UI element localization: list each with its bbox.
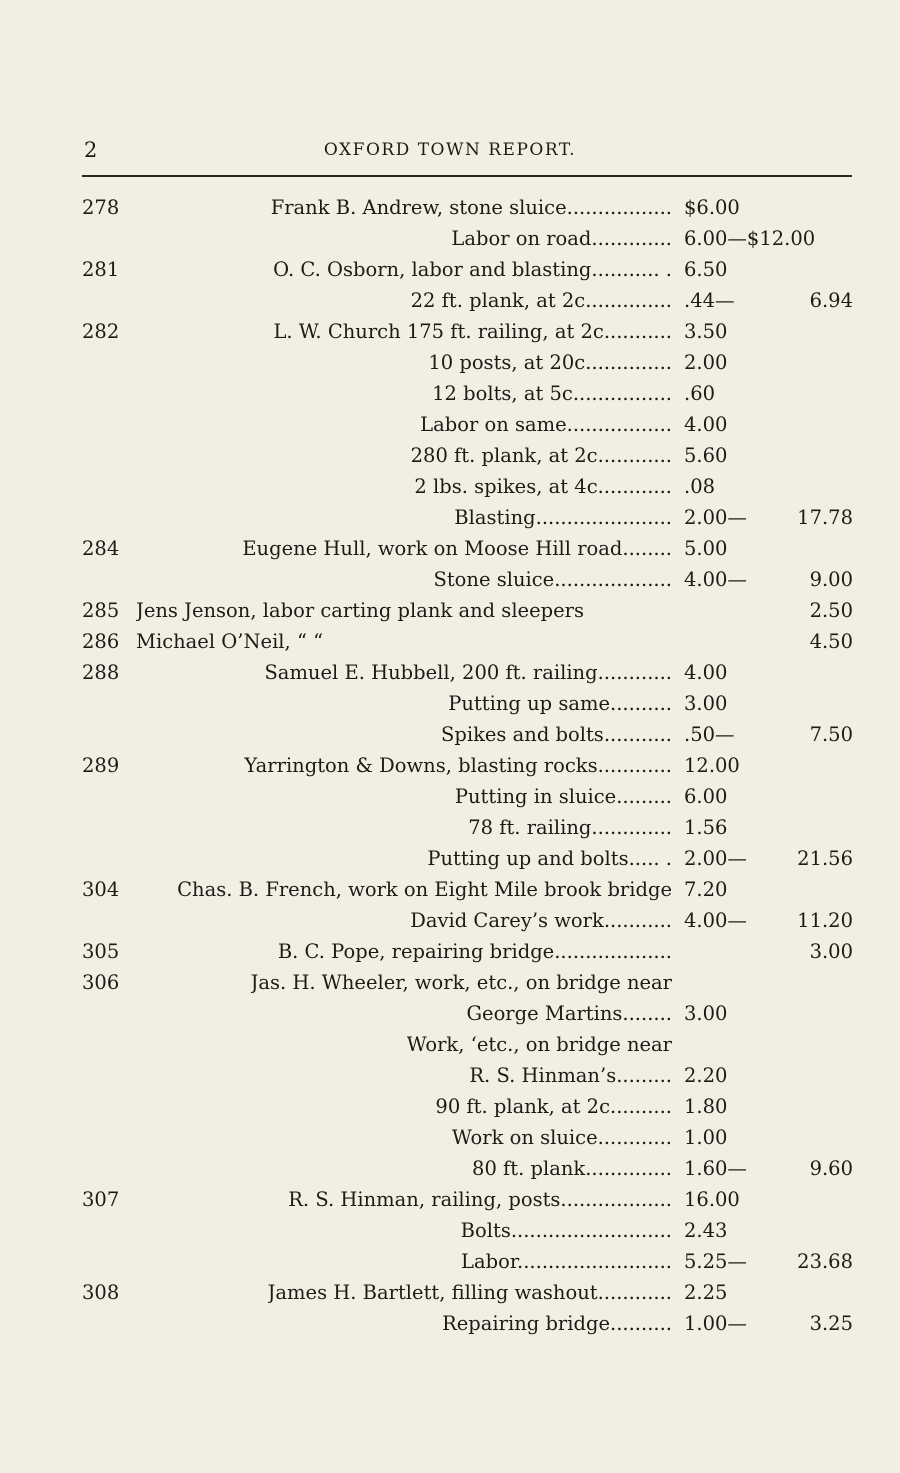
item-description — [136, 595, 584, 626]
item-text: Putting up and bolts — [427, 847, 629, 870]
item-text: O. C. Osborn, labor and blasting — [273, 258, 592, 281]
item-description — [288, 1184, 672, 1215]
ledger-row — [0, 285, 900, 316]
item-text: Repairing bridge — [442, 1312, 610, 1335]
item-amount: 2.25 — [684, 1281, 728, 1304]
item-amount: 2.00— — [684, 847, 747, 870]
item-description — [454, 502, 672, 533]
dot-leader: ......... — [616, 1064, 672, 1087]
item-text: Labor — [461, 1250, 518, 1273]
item-text: David Carey’s work — [410, 909, 604, 932]
dot-leader: ......................... — [517, 1250, 672, 1273]
item-text: 78 ft. railing — [468, 816, 592, 839]
item-text: Bolts — [460, 1219, 511, 1242]
ledger-row — [0, 1029, 900, 1060]
item-text: 12 bolts, at 5c — [432, 382, 573, 405]
item-total: 9.00 — [809, 568, 853, 591]
dot-leader: ................... — [554, 568, 672, 591]
item-text: Spikes and bolts — [441, 723, 604, 746]
item-description — [411, 440, 672, 471]
ledger-row — [0, 192, 900, 223]
item-description — [433, 564, 672, 595]
item-text: Yarrington & Downs, blasting rocks — [244, 754, 598, 777]
voucher-number: 304 — [82, 878, 120, 901]
ledger-row — [0, 1246, 900, 1277]
item-description — [273, 316, 672, 347]
item-description — [472, 1153, 672, 1184]
voucher-number: 281 — [82, 258, 120, 281]
item-text: 90 ft. plank, at 2c — [435, 1095, 610, 1118]
item-text: Samuel E. Hubbell, 200 ft. railing — [264, 661, 598, 684]
item-description — [461, 1215, 672, 1246]
ledger-row — [0, 564, 900, 595]
ledger-row — [0, 781, 900, 812]
ledger-row — [0, 378, 900, 409]
item-total: 3.25 — [809, 1312, 853, 1335]
dot-leader: ............ — [597, 1126, 672, 1149]
item-description — [432, 378, 672, 409]
item-text: Work on sluice — [451, 1126, 598, 1149]
item-description — [177, 874, 672, 905]
item-total: 3.00 — [809, 940, 853, 963]
ledger-row — [0, 223, 900, 254]
item-total: 7.50 — [809, 723, 853, 746]
item-amount: 2.20 — [684, 1064, 728, 1087]
item-amount: 4.00 — [684, 413, 728, 436]
dot-leader: ............ — [597, 661, 672, 684]
dot-leader: ............ — [597, 444, 672, 467]
ledger-row — [0, 1215, 900, 1246]
item-amount: 6.00 — [684, 785, 728, 808]
ledger-row — [0, 998, 900, 1029]
dot-leader: ...................... — [535, 506, 672, 529]
item-amount: 6.50 — [684, 258, 728, 281]
item-amount: 4.00— — [684, 568, 747, 591]
item-total: 6.94 — [809, 289, 853, 312]
ledger-row — [0, 1184, 900, 1215]
dot-leader: .............. — [585, 1157, 672, 1180]
item-description — [136, 626, 323, 657]
item-amount: .60 — [684, 382, 716, 405]
dot-leader: ........ — [622, 537, 672, 560]
dot-leader: ................. — [566, 413, 672, 436]
item-description — [441, 719, 672, 750]
item-description — [468, 812, 672, 843]
item-description — [455, 781, 672, 812]
ledger-row — [0, 316, 900, 347]
item-text: R. S. Hinman, railing, posts — [288, 1188, 561, 1211]
voucher-number: 307 — [82, 1188, 120, 1211]
item-text: 280 ft. plank, at 2c — [410, 444, 598, 467]
item-amount: 5.60 — [684, 444, 728, 467]
ledger-row — [0, 750, 900, 781]
voucher-number: 305 — [82, 940, 120, 963]
dot-leader: .......... — [610, 692, 672, 715]
ledger-row — [0, 1122, 900, 1153]
item-description — [264, 657, 672, 688]
item-text: Labor on same — [420, 413, 567, 436]
item-description — [407, 1029, 672, 1060]
ledger-row — [0, 471, 900, 502]
item-amount: 2.00 — [684, 351, 728, 374]
item-description — [435, 1091, 672, 1122]
item-total: 4.50 — [809, 630, 853, 653]
item-text: L. W. Church 175 ft. railing, at 2c — [273, 320, 604, 343]
page-title: OXFORD TOWN REPORT. — [323, 140, 577, 160]
item-amount: $6.00 — [684, 196, 740, 219]
ledger-row — [0, 1060, 900, 1091]
item-description — [451, 223, 672, 254]
item-text: Chas. B. French, work on Eight Mile brook bridge — [177, 878, 672, 901]
dot-leader: ............ — [597, 475, 672, 498]
item-text: Putting in sluice — [454, 785, 617, 808]
item-text: James H. Bartlett, filling washout — [267, 1281, 598, 1304]
voucher-number: 284 — [82, 537, 120, 560]
dot-leader: ..... . — [628, 847, 672, 870]
item-description — [244, 750, 672, 781]
dot-leader: .................. — [560, 1188, 672, 1211]
ledger-row — [0, 967, 900, 998]
ledger-row — [0, 936, 900, 967]
item-amount: 1.80 — [684, 1095, 728, 1118]
item-description — [273, 254, 672, 285]
dot-leader: .............. — [585, 289, 672, 312]
item-text: Stone sluice — [433, 568, 555, 591]
item-amount: 7.20 — [684, 878, 728, 901]
ledger-row — [0, 1091, 900, 1122]
item-total: 17.78 — [797, 506, 853, 529]
item-text: 22 ft. plank, at 2c — [410, 289, 586, 312]
item-description — [411, 285, 672, 316]
ledger-row — [0, 347, 900, 378]
ledger-row — [0, 843, 900, 874]
dot-leader: ................ — [572, 382, 672, 405]
page-number: 2 — [84, 138, 98, 162]
ledger-row — [0, 595, 900, 626]
header-rule — [82, 175, 852, 177]
dot-leader: ........... — [603, 320, 672, 343]
item-description — [278, 936, 672, 967]
item-total: 21.56 — [797, 847, 853, 870]
item-total: 9.60 — [809, 1157, 853, 1180]
dot-leader: ........... — [603, 723, 672, 746]
ledger-row — [0, 1277, 900, 1308]
item-amount: .44— — [684, 289, 735, 312]
voucher-number: 289 — [82, 754, 120, 777]
item-text: Michael O’Neil, “ “ — [136, 630, 324, 653]
dot-leader: ........ — [622, 1002, 672, 1025]
item-text: Labor on road — [451, 227, 592, 250]
voucher-number: 286 — [82, 630, 120, 653]
item-description — [268, 1277, 672, 1308]
dot-leader: ............ — [597, 1281, 672, 1304]
item-amount: 5.00 — [684, 537, 728, 560]
item-description — [242, 533, 672, 564]
dot-leader: .......... — [610, 1095, 672, 1118]
dot-leader: .......................... — [510, 1219, 672, 1242]
dot-leader: ............ — [597, 351, 672, 374]
item-amount: 3.00 — [684, 1002, 728, 1025]
dot-leader: ............ — [597, 754, 672, 777]
item-text: Blasting — [454, 506, 536, 529]
item-amount: 12.00 — [684, 754, 740, 777]
voucher-number: 278 — [82, 196, 120, 219]
item-amount: 1.00— — [684, 1312, 747, 1335]
item-text: 10 posts, at 20c.. — [428, 351, 598, 374]
item-description — [448, 688, 672, 719]
item-text: Work, ‘etc., on bridge near — [406, 1033, 672, 1056]
item-description — [452, 1122, 672, 1153]
item-text: Frank B. Andrew, stone sluice — [270, 196, 567, 219]
ledger-row — [0, 626, 900, 657]
item-text: B. C. Pope, repairing bridge — [277, 940, 555, 963]
ledger-row — [0, 1308, 900, 1339]
voucher-number: 308 — [82, 1281, 120, 1304]
item-description — [271, 192, 672, 223]
dot-leader: ........... . — [591, 258, 672, 281]
item-description — [428, 347, 672, 378]
item-text: 80 ft. plank — [472, 1157, 586, 1180]
item-description — [461, 1246, 672, 1277]
ledger-row — [0, 719, 900, 750]
item-amount: 3.00 — [684, 692, 728, 715]
ledger-row — [0, 533, 900, 564]
ledger-row — [0, 905, 900, 936]
item-total: 2.50 — [809, 599, 853, 622]
item-amount: 1.00 — [684, 1126, 728, 1149]
item-amount: 1.60— — [684, 1157, 747, 1180]
ledger-row — [0, 812, 900, 843]
voucher-number: 282 — [82, 320, 120, 343]
ledger-row — [0, 688, 900, 719]
voucher-number: 306 — [82, 971, 120, 994]
item-amount: 4.00— — [684, 909, 747, 932]
item-total: 11.20 — [797, 909, 853, 932]
item-text: R. S. Hinman’s — [469, 1064, 617, 1087]
voucher-number: 288 — [82, 661, 120, 684]
dot-leader: .......... — [610, 1312, 672, 1335]
ledger-table — [0, 192, 900, 1339]
item-description — [442, 1308, 672, 1339]
item-description — [410, 905, 672, 936]
item-description — [427, 843, 672, 874]
item-description — [414, 471, 672, 502]
item-text: Eugene Hull, work on Moose Hill road — [242, 537, 623, 560]
ledger-row — [0, 657, 900, 688]
item-description — [251, 967, 672, 998]
dot-leader: ......... — [616, 785, 672, 808]
item-text: Jas. H. Wheeler, work, etc., on bridge near — [250, 971, 672, 994]
ledger-row — [0, 874, 900, 905]
item-amount: 1.56 — [684, 816, 728, 839]
item-amount: 16.00 — [684, 1188, 740, 1211]
item-amount: 4.00 — [684, 661, 728, 684]
item-amount: 5.25— — [684, 1250, 747, 1273]
item-amount: 2.00— — [684, 506, 747, 529]
ledger-row — [0, 440, 900, 471]
item-text: Putting up same — [448, 692, 610, 715]
item-amount: 3.50 — [684, 320, 728, 343]
voucher-number: 285 — [82, 599, 120, 622]
dot-leader: ................... — [554, 940, 672, 963]
item-text: George Martins — [466, 1002, 623, 1025]
item-amount: 6.00—$12.00 — [684, 227, 816, 250]
item-description — [420, 409, 672, 440]
item-description — [469, 1060, 672, 1091]
dot-leader: ........... — [603, 909, 672, 932]
item-total: 23.68 — [797, 1250, 853, 1273]
dot-leader: ................. — [566, 196, 672, 219]
item-text: 2 lbs. spikes, at 4c — [414, 475, 598, 498]
item-text: Jens Jenson, labor carting plank and sleepers — [136, 599, 584, 622]
item-amount: 2.43 — [684, 1219, 728, 1242]
item-amount: .50— — [684, 723, 735, 746]
dot-leader: ............. — [591, 227, 672, 250]
ledger-row — [0, 254, 900, 285]
ledger-row — [0, 502, 900, 533]
ledger-row — [0, 409, 900, 440]
item-amount: .08 — [684, 475, 716, 498]
dot-leader: ............. — [591, 816, 672, 839]
item-description — [466, 998, 672, 1029]
ledger-row — [0, 1153, 900, 1184]
